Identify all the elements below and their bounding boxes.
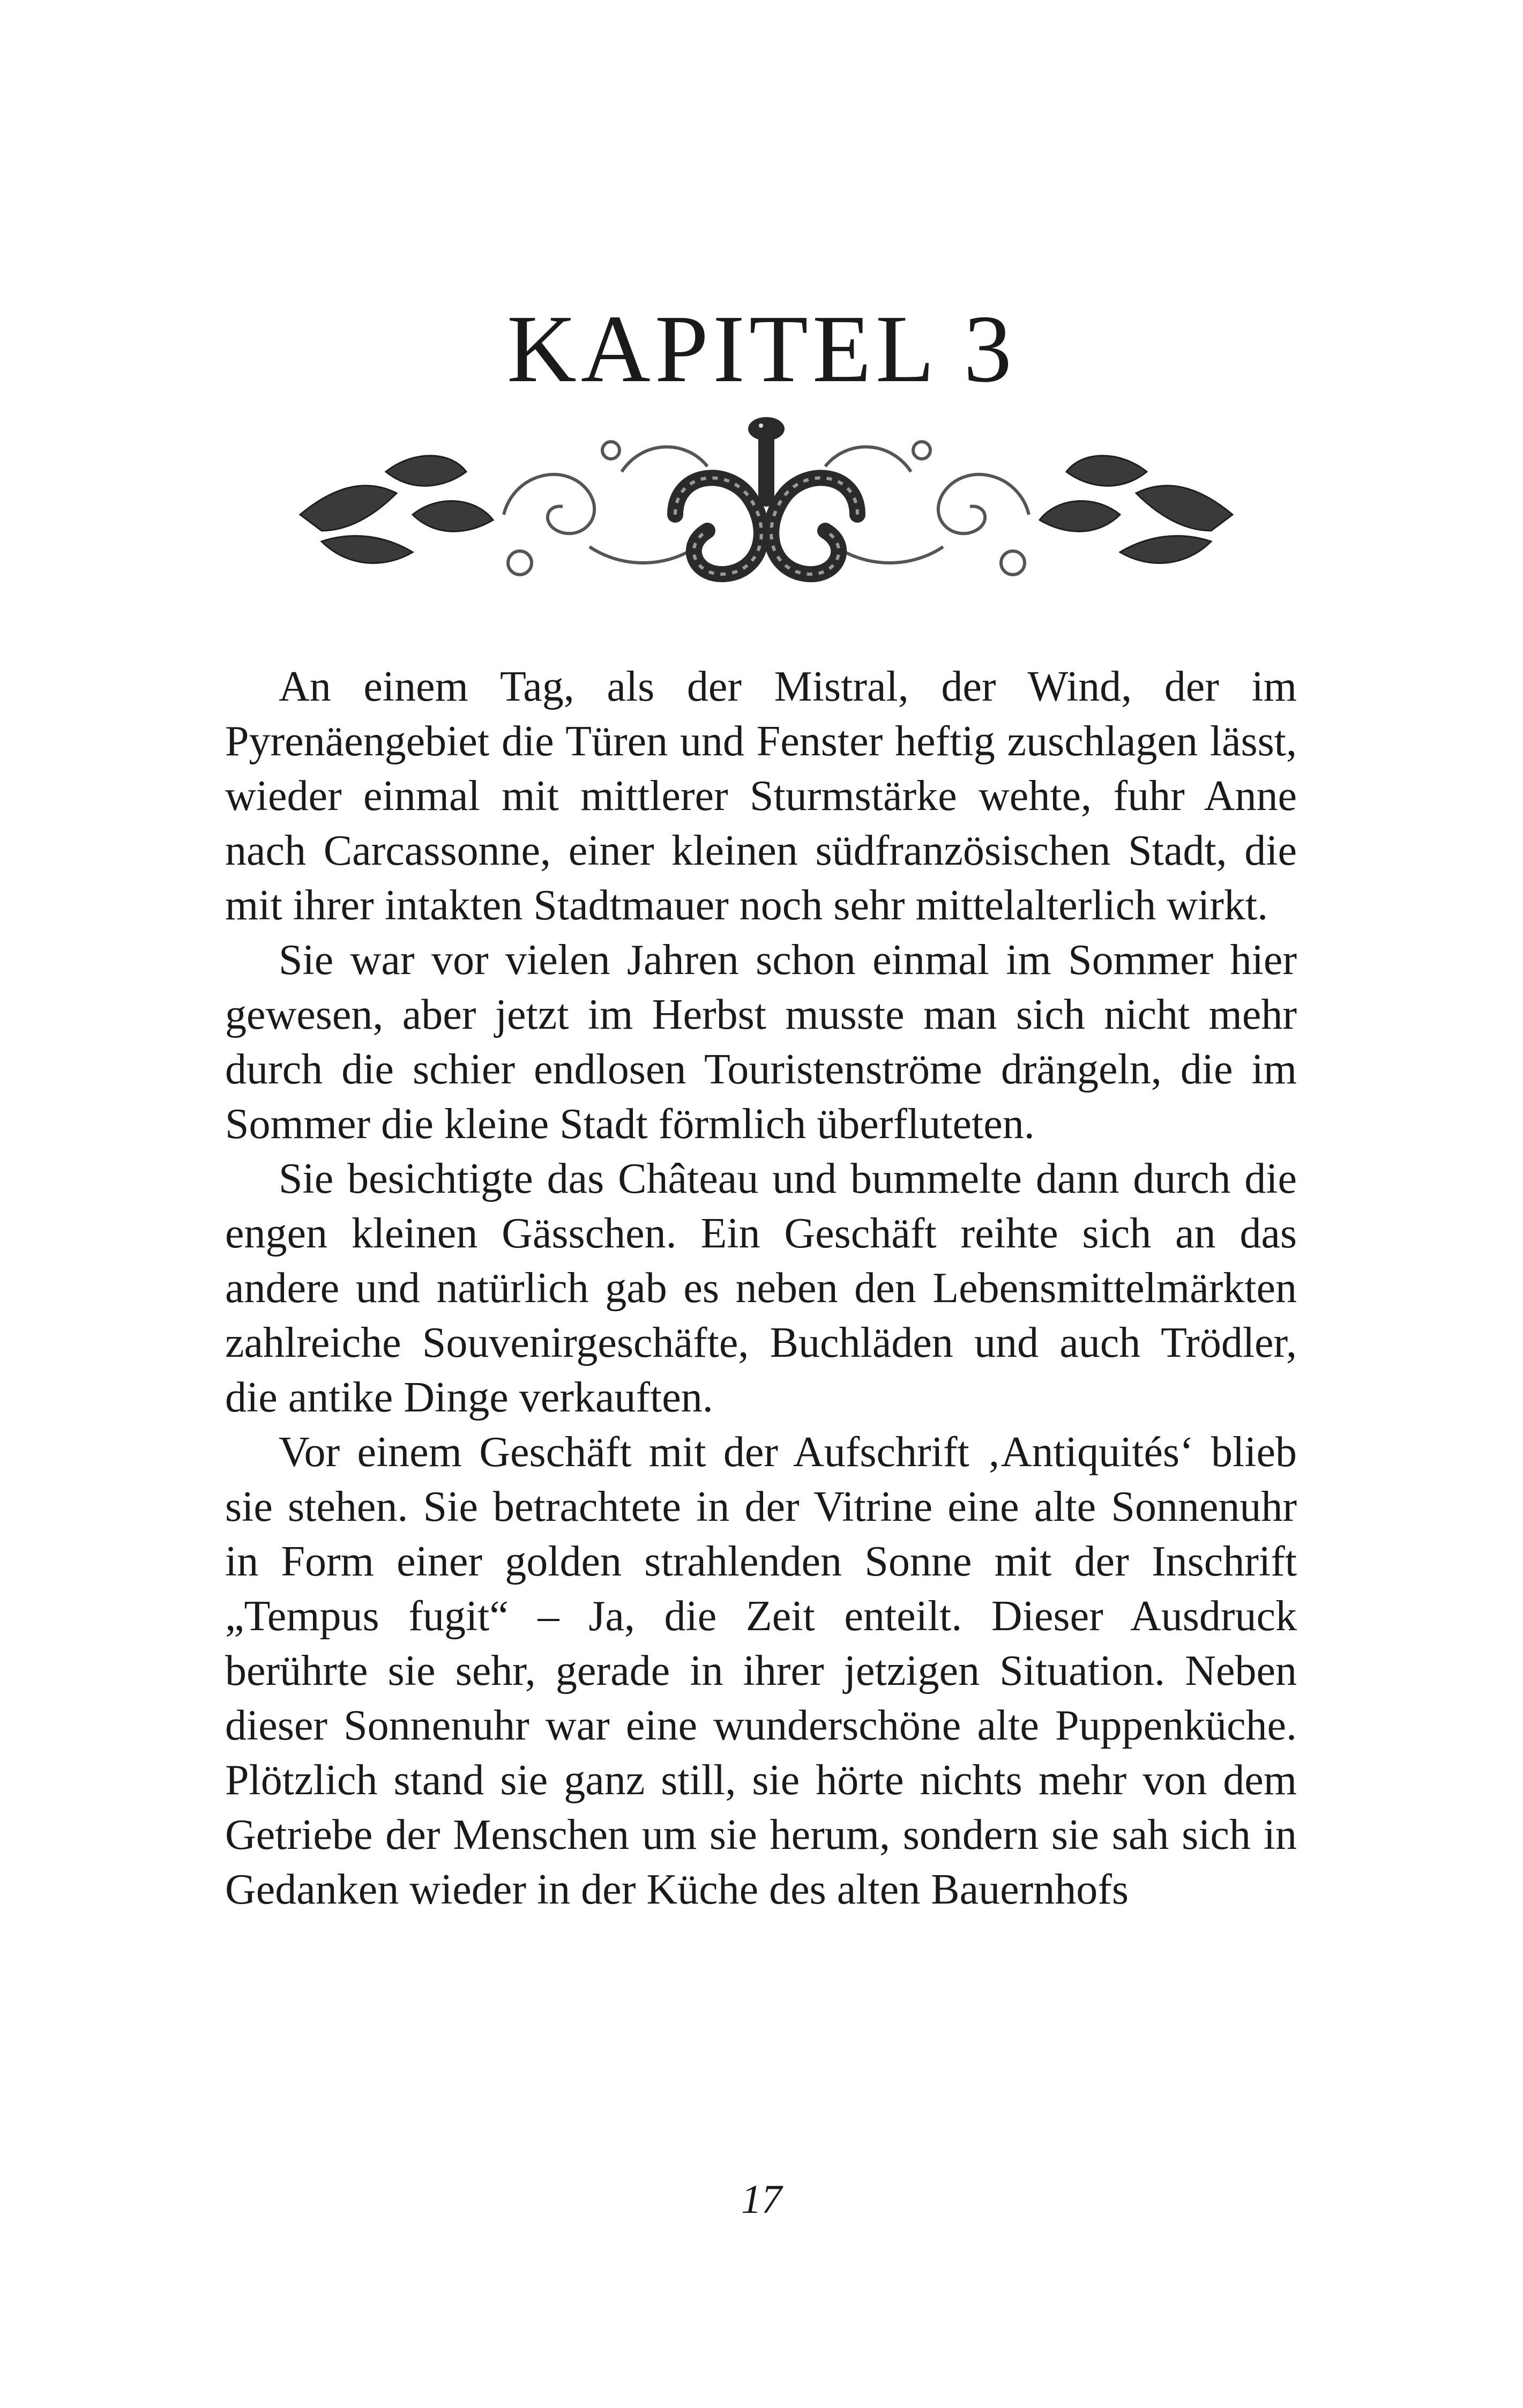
chapter-body — [225, 659, 1297, 1917]
paragraph: Sie war vor vielen Jahren schon einmal im Sommer hier gewesen, aber jetzt im Herbst musste man sich nicht mehr durch die schier endlosen Touristenströme drängeln, die im Sommer die kleine Stadt förmlich überfluteten. — [225, 937, 1297, 1148]
paragraph: Vor einem Geschäft mit der Aufschrift ‚Antiquités‘ blieb sie stehen. Sie betrachtete in der Vitrine eine alte Sonnenuhr in Form einer golden strahlenden Sonne mit der Inschrift „Tempus fugit“ – Ja, die Zeit enteilt. Dieser Ausdruck berührte sie sehr, gerade in ihrer jetzigen Situation. Neben dieser Sonnenuhr war eine wunderschöne alte Puppenküche. Plötzlich stand sie ganz still, sie hörte nichts mehr von dem Getriebe der Menschen um sie herum, sondern sie sah sich in Gedanken wieder in der Küche des alten Bauernhofs — [225, 1429, 1297, 1913]
chapter-title: KAPITEL 3 — [506, 295, 1017, 402]
paragraph: An einem Tag, als der Mistral, der Wind, der im Pyrenäengebiet die Türen und Fenster heftig zuschlagen lässt, wieder einmal mit mittlerer Sturmstärke wehte, fuhr Anne nach Carcassonne, einer kleinen südfranzösischen Stadt, die mit ihrer intakten Stadtmauer noch sehr mittelalterlich wirkt. — [225, 663, 1297, 929]
page-number: 17 — [741, 2177, 782, 2222]
serpent-baroque-ornament-icon — [289, 407, 1243, 600]
paragraph: Sie besichtigte das Château und bummelte dann durch die engen kleinen Gässchen. Ein Geschäft reihte sich an das andere und natürlich gab es neben den Lebensmittelmärkten zahlreiche Souvenirgeschäfte, Buchläden und auch Trödler, die antike Dinge verkauften. — [225, 1155, 1297, 1421]
